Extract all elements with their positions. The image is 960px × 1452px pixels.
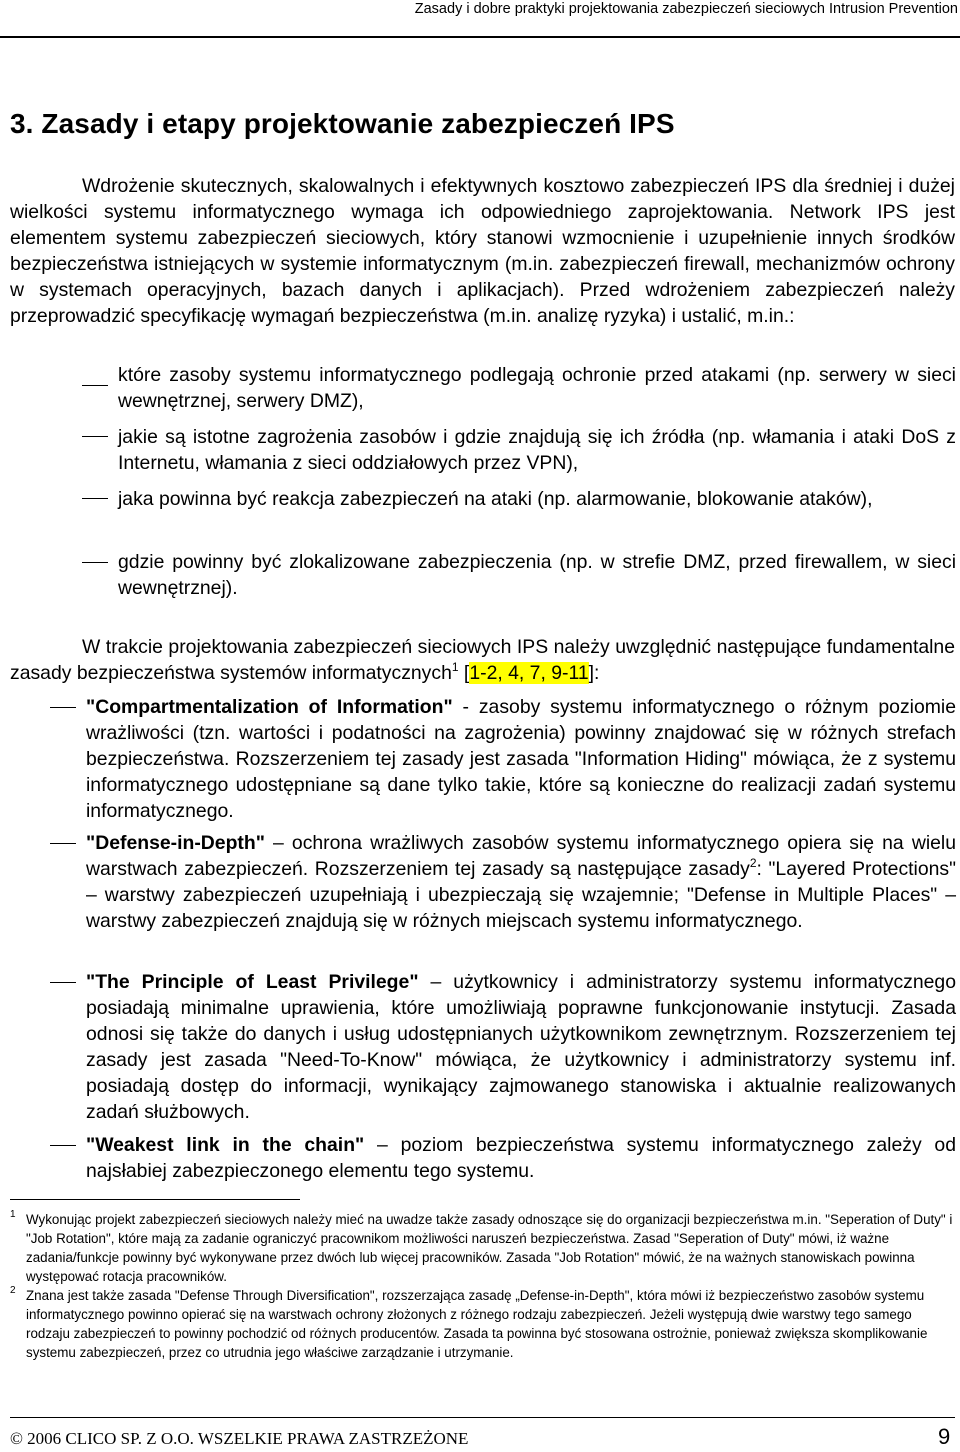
principle-dash xyxy=(50,982,76,983)
principle-item xyxy=(86,694,956,824)
footnote-text: Wykonując projekt zabezpieczeń sieciowych należy mieć na uwadze także zasady odnoszące się do organizacji bezpieczeństwa m.in. "Seperation of Duty" i "Job Rotation", które mają za zadanie ograniczyć pracownikom możliwości naruszeń bezpieczeństwa. Zasad "Seperation of Duty" mówi, iż ważne zadania/funkcje powinny być wykonywane przez dwóch lub więcej pracowników. Zasada "Job Rotation" mówić, że na ważnych stanowiskach powinna występować rotacja pracowników. xyxy=(26,1212,953,1284)
footer-copyright: © 2006 CLICO SP. Z O.O. WSZELKIE PRAWA ZASTRZEŻONE xyxy=(10,1429,469,1448)
bullet-item: gdzie powinny być zlokalizowane zabezpieczenia (np. w strefie DMZ, przed firewallem, w sieci wewnętrznej). xyxy=(118,551,956,599)
principle-text: zasoby systemu informatycznego o różnym poziomie wrażliwości (tzn. wartości i podatności na zagrożenia) powinny znajdować się w różnych strefach bezpieczeństwa. Rozszerzeniem tej zasady jest zasada "Information Hiding" mówiąca, że z systemu informatycznego udostępniane są dane tylko takie, które są konieczne do realizacji zadań systemu informatycznego. xyxy=(86,696,957,822)
footnote-2 xyxy=(10,1286,955,1362)
principle-text: użytkownicy i administratorzy systemu informatycznego posiadają minimalne uprawienia, które umożliwiają poprawne funkcjonowanie instytucji. Zasada odnosi się także do danych i usług udostępnianych użytkownikom zewnętrznym. Rozszerzeniem tej zasady jest zasada "Need-To-Know" mówiąca, że użytkownicy i administratorzy systemu inf. posiadają dostęp do informacji, wynikający zajmowanego stanowiska i aktualnie realizowanych zadań służbowych. xyxy=(86,971,956,1123)
header-divider xyxy=(0,36,960,38)
principle-dash xyxy=(50,843,76,844)
bullet-item: które zasoby systemu informatycznego podlegają ochronie przed atakami (np. serwery w sieci wewnętrznej, serwery DMZ), xyxy=(118,364,956,412)
bullet-dash xyxy=(82,562,108,563)
footnote-ref-2[interactable]: 2 xyxy=(749,856,757,870)
page-number: 9 xyxy=(938,1424,951,1449)
bullet-item: jakie są istotne zagrożenia zasobów i gdzie znajdują się ich źródła (np. włamania i ataki DoS z Internetu, włamania z sieci oddziałowych przez VPN), xyxy=(118,426,956,474)
principles-intro-paragraph xyxy=(10,634,955,686)
bullet-item: jaka powinna być reakcja zabezpieczeń na ataki (np. alarmowanie, blokowanie ataków), xyxy=(118,488,873,510)
principle-separator: - xyxy=(452,696,479,718)
principle-item xyxy=(86,1132,956,1184)
footnote-1 xyxy=(10,1210,955,1286)
principle-dash xyxy=(50,707,76,708)
principle-name: "Weakest link in the chain" xyxy=(86,1134,365,1156)
principle-separator: – xyxy=(364,1134,401,1156)
citation-refs[interactable]: 1-2, 4, 7, 9-11 xyxy=(469,662,589,684)
principles-intro-text: W trakcie projektowania zabezpieczeń sieciowych IPS należy uwzględnić następujące fundamentalne zasady bezpieczeństwa systemów informatycznych xyxy=(10,636,955,684)
principle-text: poziom bezpieczeństwa systemu informatycznego zależy od najsłabiej zabezpieczonego elementu tego systemu. xyxy=(86,1134,956,1182)
footer-divider xyxy=(10,1417,955,1418)
principle-text-continued: : "Layered Protections" – warstwy zabezpieczeń uzupełniają i ubezpieczają się wzajemnie; "Defense in Multiple Places" – warstwy zabezpieczeń znajdują się w różnych miejscach systemu informatycznego. xyxy=(86,858,956,932)
refs-close-bracket: ]: xyxy=(588,662,600,684)
principle-name: "Compartmentalization of Information" xyxy=(86,696,453,718)
footnote-ref-1[interactable]: 1 xyxy=(451,660,459,674)
principle-separator: – xyxy=(418,971,454,993)
footnote-divider xyxy=(10,1199,300,1200)
bullet-dash xyxy=(82,498,108,499)
refs-open-bracket: [ xyxy=(458,662,470,684)
footnote-text: Znana jest także zasada "Defense Through Diversification", rozszerzająca zasadę „Defense-in-Depth", która mówi iż bezpieczeństwo zasobów systemu informatycznego powinno opierać się na warstwach ochrony złożonych z różnego rodzaju zabezpieczeń. Jeżeli występują dwie warstwy tego samego rodzaju zabezpieczeń to powinny pochodzić od różnych producentów. Zasada ta powinna być stosowana ostrożnie, ponieważ zwiększa skomplikowanie systemu zabezpieczeń, przez co utrudnia jego właściwe zarządzanie i utrzymanie. xyxy=(26,1288,928,1360)
principle-name: "Defense-in-Depth" xyxy=(86,832,265,854)
footnote-number: 1 xyxy=(10,1209,16,1220)
principle-separator: – xyxy=(264,832,292,854)
principle-item xyxy=(86,830,956,934)
bullet-dash xyxy=(82,436,108,437)
running-header: Zasady i dobre praktyki projektowania zabezpieczeń sieciowych Intrusion Prevention xyxy=(414,1,958,17)
section-heading: 3. Zasady i etapy projektowanie zabezpieczeń IPS xyxy=(10,108,675,139)
intro-text: Wdrożenie skutecznych, skalowalnych i efektywnych kosztowo zabezpieczeń IPS dla średniej i dużej wielkości systemu informatycznego wymaga ich odpowiedniego zaprojektowania. Network IPS jest elementem systemu zabezpieczeń sieciowych, który stanowi wzmocnienie i uzupełnienie innych środków bezpieczeństwa istniejących w systemie informatycznym (m.in. zabezpieczeń firewall, mechanizmów ochrony w systemach operacyjnych, bazach danych i aplikacjach). Przed wdrożeniem zabezpieczeń należy przeprowadzić specyfikację wymagań bezpieczeństwa (m.in. analizę ryzyka) i ustalić, m.in.: xyxy=(10,175,955,327)
intro-paragraph xyxy=(10,173,955,329)
principle-name: "The Principle of Least Privilege" xyxy=(86,971,419,993)
footnote-number: 2 xyxy=(10,1285,16,1296)
principle-item xyxy=(86,969,956,1125)
principle-dash xyxy=(50,1145,76,1146)
bullet-dash xyxy=(82,385,108,386)
principle-text: ochrona wrażliwych zasobów systemu informatycznego opiera się na wielu warstwach zabezpieczeń. Rozszerzeniem tej zasady są następujące zasady xyxy=(86,832,957,880)
